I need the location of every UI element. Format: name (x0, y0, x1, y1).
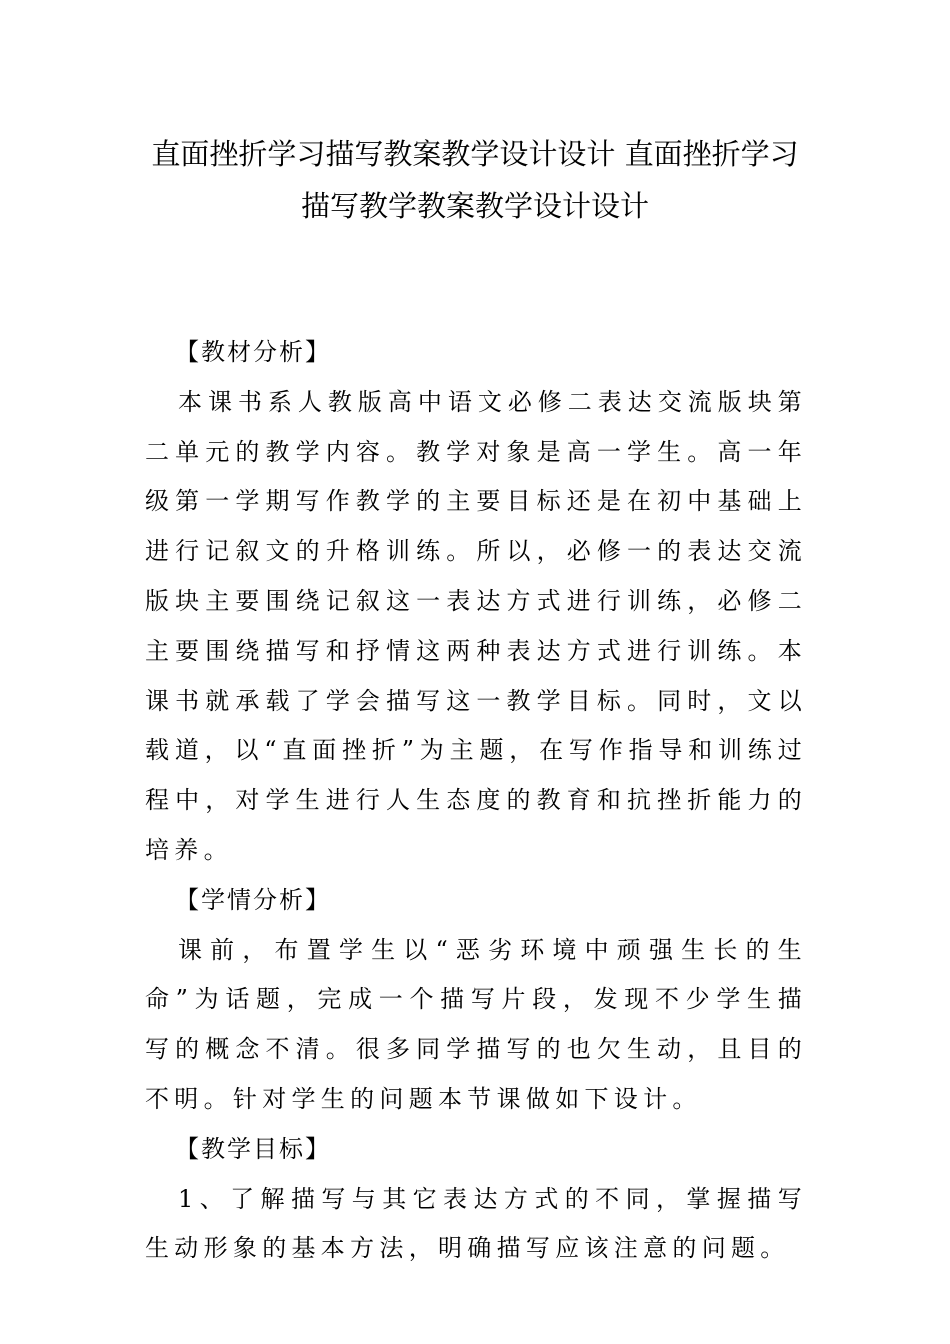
section-heading-teaching-goals: 【教学目标】 (175, 1134, 331, 1163)
title-line-2: 描写教学教案教学设计设计 (300, 189, 649, 223)
section-paragraph-textbook-analysis: 本课书系人教版高中语文必修二表达交流版块第二单元的教学内容。教学对象是高一学生。高一年级第一学期写作教学的主要目标还是在初中基础上进行记叙文的升格训练。所以，必修一的表达交流版块主要围绕记叙这一表达方式进行训练，必修二主要围绕描写和抒情这两种表达方式进行训练。本课书就承载了学会描写这一教学目标。同时，文以载道，以“直面挫折”为主题，在写作指导和训练过程中，对学生进行人生态度的教育和抗挫折能力的培养。 (145, 387, 807, 864)
section-paragraph-student-analysis: 课前，布置学生以“恶劣环境中顽强生长的生命”为话题，完成一个描写片段，发现不少学生描写的概念不清。很多同学描写的也欠生动，且目的不明。针对学生的问题本节课做如下设计。 (145, 935, 807, 1113)
document-body (145, 328, 807, 1274)
section-paragraph-teaching-goals: 1、了解描写与其它表达方式的不同，掌握描写生动形象的基本方法，明确描写应该注意的问题。 (145, 1184, 807, 1263)
section-heading-textbook-analysis: 【教材分析】 (175, 338, 331, 366)
section-heading-student-analysis: 【学情分析】 (175, 885, 331, 914)
document-title (120, 128, 830, 232)
title-line-1: 直面挫折学习描写教案教学设计设计 直面挫折学习 (151, 137, 799, 171)
